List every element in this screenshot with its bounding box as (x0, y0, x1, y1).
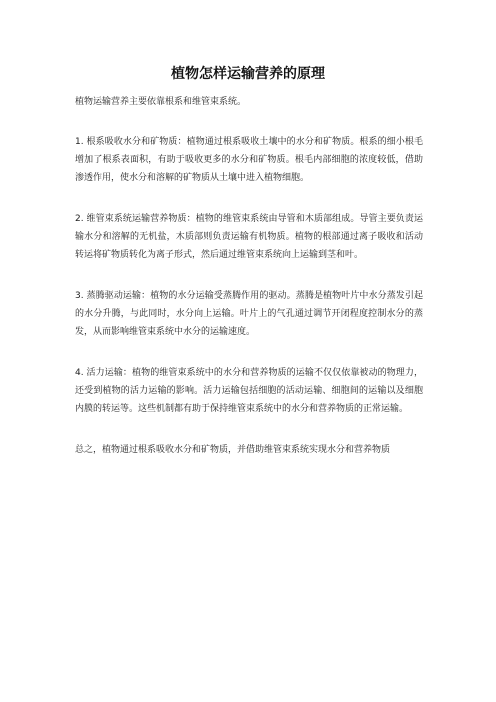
section-paragraph-3: 3. 蒸腾驱动运输：植物的水分运输受蒸腾作用的驱动。蒸腾是植物叶片中水分蒸发引起的水分升腾，与此同时，水分向上运输。叶片上的气孔通过调节开闭程度控制水分的蒸发，从而影响维管束系统中水分的运输速度。 (75, 291, 423, 337)
intro-paragraph: 植物运输营养主要依靠根系和维管束系统。 (75, 97, 247, 107)
section-paragraph-2: 2. 维管束系统运输营养物质：植物的维管束系统由导管和木质部组成。导管主要负责运输水分和溶解的无机盐，木质部则负责运输有机物质。植物的根部通过离子吸收和活动转运将矿物质转化为离子形式，然后通过维管束系统向上运输到茎和叶。 (75, 214, 423, 260)
section-paragraph-4: 4. 活力运输：植物的维管束系统中的水分和营养物质的运输不仅仅依靠被动的物理力，还受到植物的活力运输的影响。活力运输包括细胞的活动运输、细胞间的运输以及细胞内膜的转运等。这些机制都有助于保持维管束系统中的水分和营养物质的正常运输。 (75, 368, 423, 414)
conclusion-paragraph: 总之，植物通过根系吸收水分和矿物质，并借助维管束系统实现水分和营养物质 (75, 445, 391, 455)
document-body (75, 93, 423, 459)
document-title: 植物怎样运输营养的原理 (171, 66, 325, 82)
section-paragraph-1: 1. 根系吸收水分和矿物质：植物通过根系吸收土壤中的水分和矿物质。根系的细小根毛增加了根系表面积，有助于吸收更多的水分和矿物质。根毛内部细胞的浓度较低，借助渗透作用，使水分和溶解的矿物质从土壤中进入植物细胞。 (75, 137, 423, 183)
